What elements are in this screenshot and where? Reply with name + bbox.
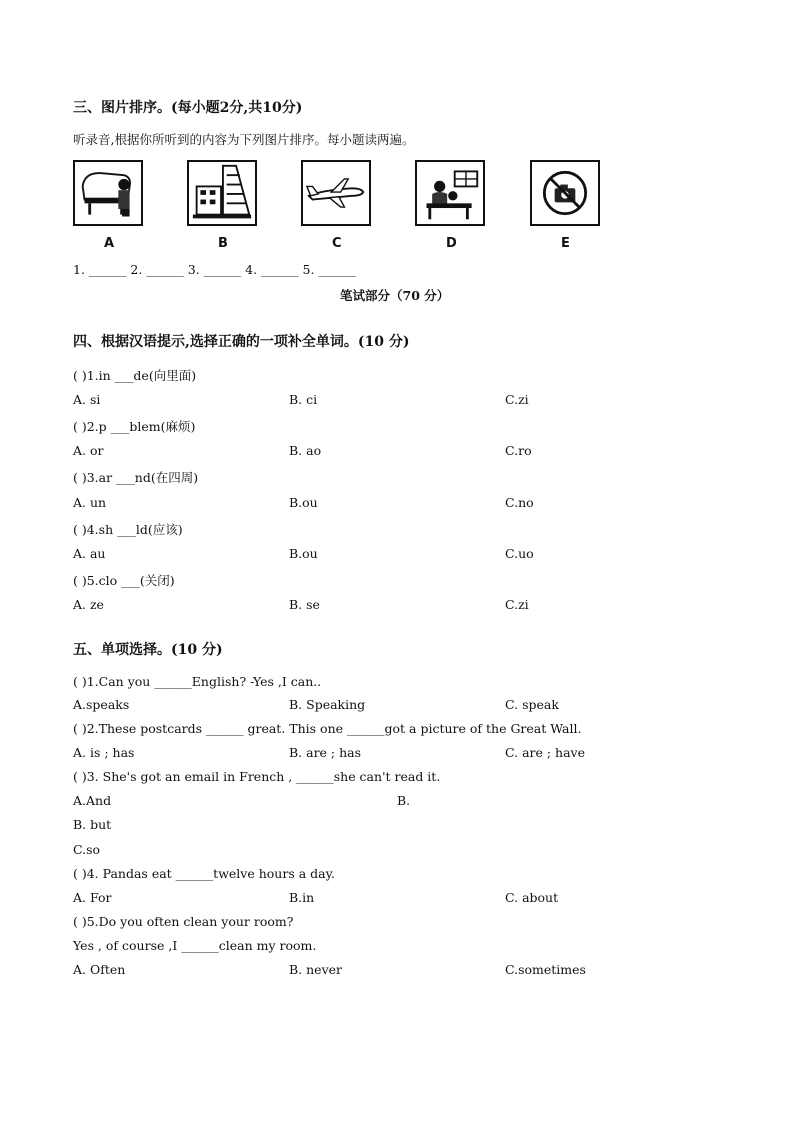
- buildings-icon: [189, 162, 255, 224]
- section3-answer-line: 1. ______ 2. ______ 3. ______ 4. ______ 5. ______: [73, 262, 356, 277]
- s4-q1-option-a: A. si: [73, 392, 101, 407]
- s5-q3-option-b-marker: B.: [397, 793, 411, 808]
- picture-e-letter: E: [561, 236, 570, 251]
- s5-q1-stem: ( )1.Can you ______English? -Yes ,I can..: [73, 674, 322, 689]
- s4-q1-stem: ( )1.in ___de(向里面): [73, 368, 197, 383]
- picture-c: [301, 160, 371, 226]
- piano-icon: [75, 162, 141, 224]
- s5-q4-option-b: B.in: [289, 890, 315, 905]
- s4-q5-option-a: A. ze: [73, 597, 104, 612]
- no-photo-sign-icon: [532, 162, 598, 224]
- reading-person-icon: [417, 162, 483, 224]
- s4-q5-option-b: B. se: [289, 597, 320, 612]
- s5-q3-option-a: A.And: [73, 793, 112, 808]
- s4-q5-option-c: C.zi: [505, 597, 529, 612]
- picture-c-letter: C: [332, 236, 342, 251]
- s5-q5-option-c: C.sometimes: [505, 962, 586, 977]
- picture-d-letter: D: [446, 236, 457, 251]
- s5-q2-option-b: B. are ; has: [289, 745, 362, 760]
- s5-q1-option-b: B. Speaking: [289, 697, 366, 712]
- picture-a-letter: A: [104, 236, 115, 251]
- s5-q3-option-b: B. but: [73, 817, 112, 832]
- s4-q4-option-b: B.ou: [289, 546, 318, 561]
- written-part-heading: 笔试部分（70 分）: [340, 288, 450, 303]
- s5-q5-stem: ( )5.Do you often clean your room?: [73, 914, 294, 929]
- s5-q3-option-c: C.so: [73, 842, 101, 857]
- s4-q4-option-a: A. au: [73, 546, 106, 561]
- section3-title: 三、图片排序。(每小题2分,共10分): [73, 100, 303, 116]
- s4-q1-option-b: B. ci: [289, 392, 318, 407]
- s4-q3-stem: ( )3.ar ___nd(在四周): [73, 470, 199, 485]
- s5-q2-option-a: A. is ; has: [73, 745, 135, 760]
- s4-q3-option-b: B.ou: [289, 495, 318, 510]
- s5-q4-option-c: C. about: [505, 890, 559, 905]
- picture-e: [530, 160, 600, 226]
- s4-q3-option-c: C.no: [505, 495, 534, 510]
- section3-instruction: 听录音,根据你所听到的内容为下列图片排序。每小题读两遍。: [73, 132, 415, 147]
- s5-q4-stem: ( )4. Pandas eat ______twelve hours a day.: [73, 866, 335, 881]
- s5-q1-option-c: C. speak: [505, 697, 559, 712]
- s5-q2-option-c: C. are ; have: [505, 745, 586, 760]
- s5-q3-stem: ( )3. She's got an email in French , ______she can't read it.: [73, 769, 441, 784]
- picture-b: [187, 160, 257, 226]
- s5-q1-option-a: A.speaks: [73, 697, 130, 712]
- s4-q4-stem: ( )4.sh ___ld(应该): [73, 522, 183, 537]
- s5-q2-stem: ( )2.These postcards ______ great. This one ______got a picture of the Great Wall.: [73, 721, 582, 736]
- s5-q5-line2: Yes , of course ,I ______clean my room.: [73, 938, 317, 953]
- picture-b-letter: B: [218, 236, 228, 251]
- section4-title: 四、根据汉语提示,选择正确的一项补全单词。(10 分): [73, 334, 410, 350]
- s4-q2-option-a: A. or: [73, 443, 104, 458]
- picture-d: [415, 160, 485, 226]
- s4-q2-stem: ( )2.p ___blem(麻烦): [73, 419, 196, 434]
- s4-q4-option-c: C.uo: [505, 546, 534, 561]
- s4-q2-option-c: C.ro: [505, 443, 532, 458]
- s5-q5-option-b: B. never: [289, 962, 343, 977]
- s5-q4-option-a: A. For: [73, 890, 112, 905]
- airplane-icon: [303, 162, 369, 224]
- picture-a: [73, 160, 143, 226]
- s4-q5-stem: ( )5.clo ___(关闭): [73, 573, 175, 588]
- s4-q2-option-b: B. ao: [289, 443, 322, 458]
- s4-q1-option-c: C.zi: [505, 392, 529, 407]
- s5-q5-option-a: A. Often: [73, 962, 126, 977]
- section5-title: 五、单项选择。(10 分): [73, 642, 223, 658]
- s4-q3-option-a: A. un: [73, 495, 107, 510]
